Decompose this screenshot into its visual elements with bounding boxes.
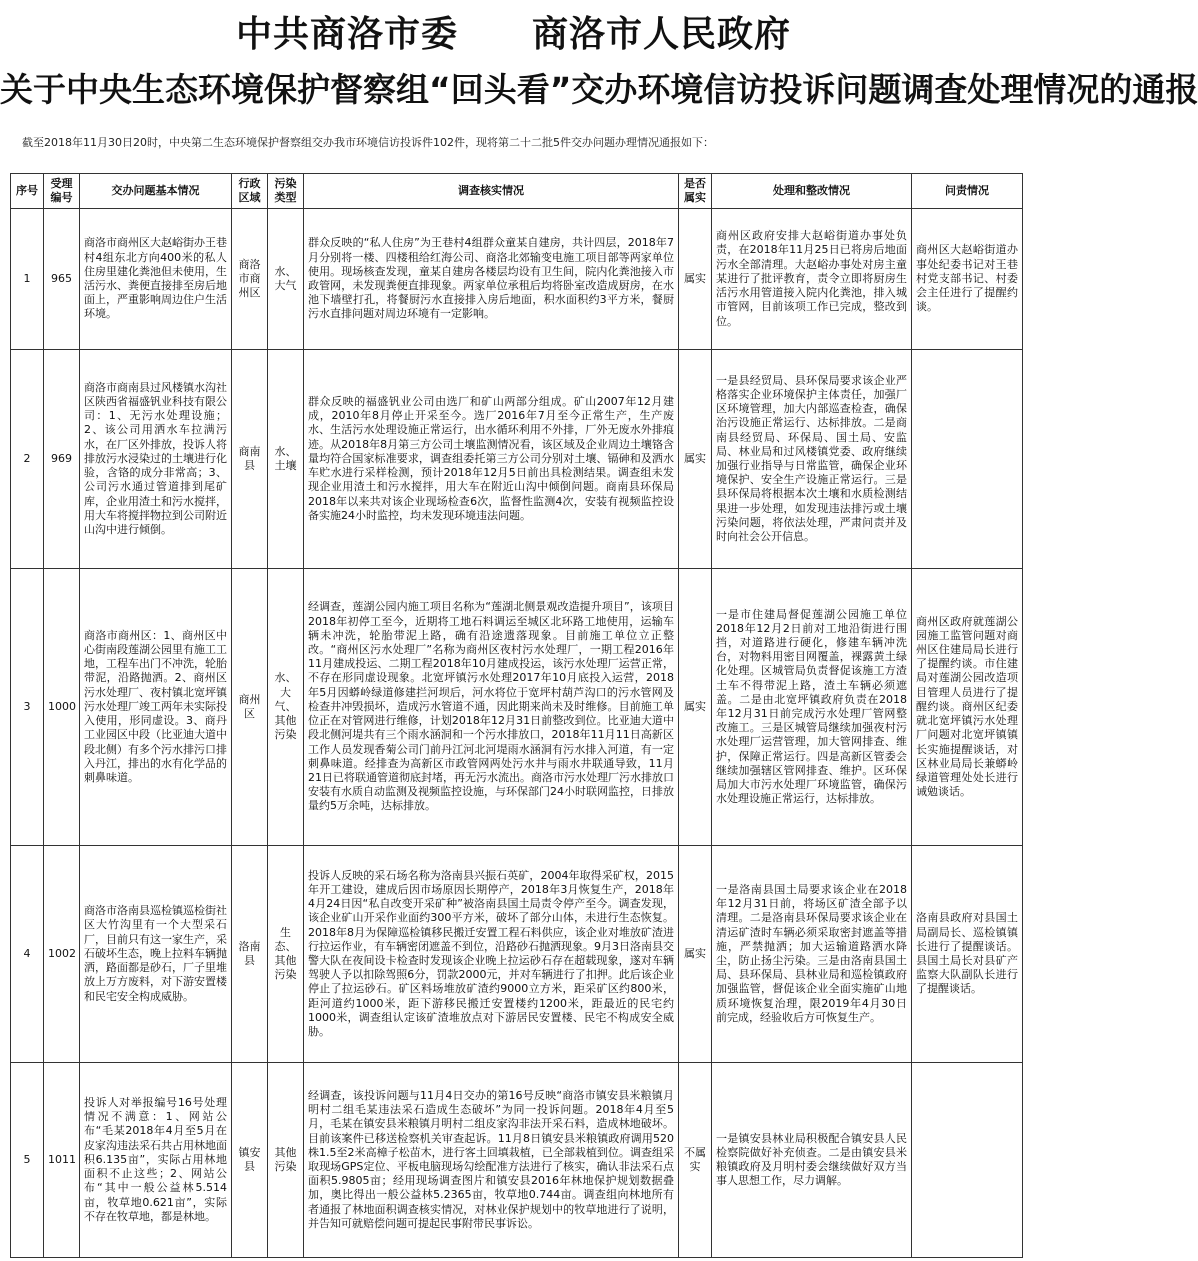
- cell-recv-no: 1011: [44, 1063, 80, 1258]
- cell-handling: 一是市住建局督促莲湖公园施工单位2018年12月2日前对工地沿街进行围挡，对道路进行硬化，修建车辆冲洗台，对物料用密目网覆盖，裸露黄土绿化处理。区城管局负责督促该施工方渣土车不得带泥上路，渣土车辆必须遮盖。二是由北宽坪镇政府负责在2018年12月31日前完成污水处理厂管网整改施工。三是区城管局继续加强夜村污水处理厂运营管理，加大管网排查、维护，保障正常运行。四是高新区管委会继续加强辖区管网排查、维护。区环保局加大市污水处理厂环境监管，确保污水处理设施正常运行，达标排放。: [712, 569, 912, 846]
- table-row: [11, 350, 1023, 569]
- cell-accountability: 洛南县政府对县国土局副局长、巡检镇镇长进行了提醒谈话。县国土局长对县矿产监察大队副队长进行了提醒谈话。: [912, 846, 1023, 1063]
- header-recv-no: 受理编号: [44, 174, 80, 209]
- cell-seq: 3: [11, 569, 44, 846]
- cell-issue: 商洛市商州区大赵峪街办王巷村4组东北方向400米的私人住房里建化粪池但未使用，生活污水、粪便直接排至房后地面上，严重影响周边住户生活环境。: [80, 209, 232, 350]
- cell-handling: 一是县经贸局、县环保局要求该企业严格落实企业环境保护主体责任，加强厂区环境管理，加大内部巡查检查，确保治污设施正常运行、达标排放。二是商南县经贸局、环保局、国土局、安监局、林业局和过风楼镇党委、政府继续加强行业指导与日常监管，确保企业环境保护、安全生产设施正常运行。三是县环保局将根据本次土壤和水质检测结果进一步处理，如发现违法排污或土壤污染问题，将依法处理，严肃问责并及时向社会公开信息。: [712, 350, 912, 569]
- header-handling: 处理和整改情况: [712, 174, 912, 209]
- cell-seq: 4: [11, 846, 44, 1063]
- cell-seq: 2: [11, 350, 44, 569]
- header-verified: 是否属实: [679, 174, 712, 209]
- cell-district: 商南县: [232, 350, 268, 569]
- cell-investigation: 投诉人反映的采石场名称为洛南县兴振石英矿，2004年取得采矿权，2015年开工建设，建成后因市场原因长期停产，2018年3月恢复生产，2018年4月24日因“私自改变开采矿种”被洛南县国土局责令停产至今。调查发现，该企业矿山开采作业面约300平方米，破坏了部分山体，未进行生态恢复。2018年8月为保障巡检镇移民搬迁安置工程石料供应，该企业对堆放矿渣进行拉运作业，有车辆密闭遮盖不到位，沿路砂石抛洒现象。9月3日洛南县交警大队在夜间设卡检查时发现该企业晚上拉运砂石存在超载现象，遂对车辆驾驶人予以扣除驾照6分，罚款2000元，并对车辆进行了扣押。此后该企业停止了拉运砂石。矿区料场堆放矿渣约9000立方米，距采矿区约800米，距河道约1000米，距下游移民搬迁安置楼约1200米，距最近的民宅约1000米，调查组认定该矿渣堆放点对下游居民安置楼、民宅不构成安全威胁。: [304, 846, 679, 1063]
- cell-district: 商州区: [232, 569, 268, 846]
- cell-issue: 商洛市洛南县巡检镇巡检街社区大竹沟里有一个大型采石厂，目前只有这一家生产，采石破坏生态，晚上拉料车辆抛洒，路面都是砂石，厂子里堆放上万方废料，对下游安置楼和民宅安全构成威胁。: [80, 846, 232, 1063]
- header-seq: 序号: [11, 174, 44, 209]
- cell-recv-no: 969: [44, 350, 80, 569]
- cell-verified: 不属实: [679, 1063, 712, 1258]
- cell-handling: 一是洛南县国土局要求该企业在2018年12月31日前，将场区矿渣全部予以清理。二是洛南县环保局要求该企业在清运矿渣时车辆必须采取密封遮盖等措施，严禁抛洒；加大运输道路洒水降尘，防止扬尘污染。三是由洛南县国土局、县环保局、县林业局和巡检镇政府加强监管，督促该企业全面实施矿山地质环境恢复治理，限2019年4月30日前完成，经验收后方可恢复生产。: [712, 846, 912, 1063]
- header-accountability: 问责情况: [912, 174, 1023, 209]
- cell-verified: 属实: [679, 569, 712, 846]
- cell-handling: 商州区政府安排大赵峪街道办事处负责，在2018年11月25日已将房后地面污水全部清理。大赵峪办事处对房主童某进行了批评教育，责令立即将厨房生活污水用管道接入院内化粪池，排入城市管网，目前该项工作已完成，整改到位。: [712, 209, 912, 350]
- cell-pollution: 其他污染: [268, 1063, 304, 1258]
- header-pollution: 污染类型: [268, 174, 304, 209]
- cell-accountability: 商州区政府就莲湖公园施工监管问题对商州区住建局局长进行了提醒约谈。市住建局对莲湖公园改造项目管理人员进行了提醒约谈。商州区纪委就北宽坪镇污水处理厂问题对北宽坪镇镇长实施提醒谈话，对区林业局局长兼蟒岭绿道管理处处长进行诫勉谈话。: [912, 569, 1023, 846]
- table-row: [11, 1063, 1023, 1258]
- header-investigation: 调查核实情况: [304, 174, 679, 209]
- table-row: [11, 846, 1023, 1063]
- cell-investigation: 群众反映的福盛钒业公司由选厂和矿山两部分组成。矿山2007年12月建成，2010年8月停止开采至今。选厂2016年7月至今正常生产，生产废水、生活污水处理设施正常运行，出水循环利用不外排，厂外无废水外排痕迹。从2018年8月第三方公司土壤监测情况看，该区域及企业周边土壤铬含量均符合国家标准要求，调查组委托第三方公司分别对土壤、镉砷和及洒水车贮水进行采样检测，预计2018年12月5日前出具检测结果。调查组未发现企业用渣土和污水搅拌，用大车在附近山沟中倾倒问题。商南县环保局2018年以来共对该企业现场检查6次，监督性监测4次，安装有视频监控设备实施24小时监控，均未发现环境违法问题。: [304, 350, 679, 569]
- title-line-2: 关于中央生态环境保护督察组“回头看”交办环境信访投诉问题调查处理情况的通报: [0, 70, 1198, 109]
- intro-text: 截至2018年11月30日20时，中央第二生态环境保护督察组交办我市环境信访投诉件102件，现将第二十二批5件交办问题办理情况通报如下：: [22, 136, 714, 149]
- cell-pollution: 生态、其他污染: [268, 846, 304, 1063]
- complaints-table: [10, 173, 1023, 1258]
- cell-handling: 一是镇安县林业局积极配合镇安县人民检察院做好补充侦查。二是由镇安县米粮镇政府及月明村委会继续做好双方当事人思想工作，尽力调解。: [712, 1063, 912, 1258]
- cell-issue: 商洛市商州区：1、商州区中心街南段莲湖公园里有施工工地，工程车出门不冲洗，轮胎带泥，沿路抛洒。2、商州区污水处理厂、夜村镇北宽坪镇污水处理厂竣工两年未实际投入使用，形同虚设。3、商丹工业园区中段（比亚迪大道中段北侧）有多个污水排污口排入丹江，排出的水有化学品的刺鼻味道。: [80, 569, 232, 846]
- cell-verified: 属实: [679, 846, 712, 1063]
- cell-district: 洛南县: [232, 846, 268, 1063]
- cell-verified: 属实: [679, 209, 712, 350]
- cell-accountability: [912, 350, 1023, 569]
- cell-accountability: [912, 1063, 1023, 1258]
- cell-verified: 属实: [679, 350, 712, 569]
- header-issue: 交办问题基本情况: [80, 174, 232, 209]
- cell-investigation: 经调查，莲湖公园内施工项目名称为“莲湖北侧景观改造提升项目”，该项目2018年初停工至今，近期将工地石料调运至城区北环路工地使用，运输车辆未冲洗，轮胎带泥上路，确有沿途遗落现象。目前施工单位立正整改。“商州区污水处理厂”名称为商州区夜村污水处理厂，一期工程2016年11月建成投运、二期工程2018年10月建成投运，该污水处理厂运营正常，不存在形同虚设现象。北宽坪镇污水处理2017年10月底投入运营，2018年5月因蟒岭绿道修建拦河坝后，河水将位于宽坪村葫芦沟口的污水管网及检查井冲毁损坏，造成污水管道不通，因此期来尚未及时维修。目前施工单位正在对管网进行维修，计划2018年12月31日前整改到位。比亚迪大道中段北侧河堤共有三个雨水涵洞和一个污水排放口，2018年11月11日高新区工作人员发现香菊公司门前丹江河北河堤雨水涵洞有污水排入河道，有一定刺鼻味道。经排查为高新区市政管网两处污水井与雨水井联通导致，11月21日已将联通管道彻底封堵，再无污水流出。商洛市污水处理厂污水排放口安装有水质自动监测及视频监控设施，与环保部门24小时联网监控，日排放量约5万余吨，达标排放。: [304, 569, 679, 846]
- cell-investigation: 经调查，该投诉问题与11月4日交办的第16号反映“商洛市镇安县米粮镇月明村二组毛某违法采石造成生态破坏”为同一投诉问题。2018年4月至5月，毛某在镇安县米粮镇月明村二组皮家沟非法开采石料，造成林地破坏。目前该案件已移送检察机关审查起诉。11月8日镇安县米粮镇政府调用520株1.5至2米高樟子松苗木，进行客土回填栽植，已全部栽植到位。调查组采取现场GPS定位、平板电脑现场勾绘配准方法进行了核实，确认非法采石点面积5.9805亩；经用现场调查图片和镇安县2016年林地保护规划数据叠加，奥比得出一般公益林5.2365亩，牧草地0.744亩。调查组向林地所有者通报了林地面积调查核实情况，对林业保护规划中的牧草地进行了说明，并告知可就赔偿问题可提起民事附带民事诉讼。: [304, 1063, 679, 1258]
- cell-pollution: 水、大气: [268, 209, 304, 350]
- header-district: 行政区域: [232, 174, 268, 209]
- table-row: [11, 209, 1023, 350]
- cell-accountability: 商州区大赵峪街道办事处纪委书记对王巷村党支部书记、村委会主任进行了提醒约谈。: [912, 209, 1023, 350]
- cell-district: 镇安县: [232, 1063, 268, 1258]
- cell-pollution: 水、土壤: [268, 350, 304, 569]
- cell-issue: 投诉人对举报编号16号处理情况不满意：1、网站公布“毛某2018年4月至5月在皮家沟违法采石共占用林地面积6.135亩”，实际占用林地面积不止这些；2、网站公布“其中一般公益林5.514亩，牧草地0.621亩”，实际不存在牧草地，都是林地。: [80, 1063, 232, 1258]
- cell-seq: 5: [11, 1063, 44, 1258]
- cell-pollution: 水、大气、其他污染: [268, 569, 304, 846]
- table-row: [11, 569, 1023, 846]
- cell-recv-no: 965: [44, 209, 80, 350]
- cell-seq: 1: [11, 209, 44, 350]
- cell-issue: 商洛市商南县过风楼镇水沟社区陕西省福盛钒业科技有限公司：1、无污水处理设施；2、该公司用洒水车拉满污水，在厂区外排放，投诉人将排放污水浸染过的土壤进行化验，含铬的成分非常高；3、公司污水通过管道排到尾矿库，企业用渣土和污水搅拌，用大车将搅拌物拉到公司附近山沟中进行倾倒。: [80, 350, 232, 569]
- title-line-1: 中共商洛市委 商洛市人民政府: [235, 14, 791, 55]
- cell-investigation: 群众反映的“私人住房”为王巷村4组群众童某自建房，共计四层，2018年7月分别将一楼、四楼租给红海公司、商洛北郊输变电施工项目部等两家单位使用。现场核查发现，童某自建房各楼层均设有卫生间，院内化粪池接入市政管网，未发现粪便直排现象。两家单位承租后均将卧室改造成厨房，在水池下墙壁打孔，将餐厨污水直接排入房后地面，积水面积约3平方米，餐厨污水直排问题对周边环境有一定影响。: [304, 209, 679, 350]
- table-header-row: [11, 174, 1023, 209]
- cell-recv-no: 1002: [44, 846, 80, 1063]
- cell-recv-no: 1000: [44, 569, 80, 846]
- cell-district: 商洛市商州区: [232, 209, 268, 350]
